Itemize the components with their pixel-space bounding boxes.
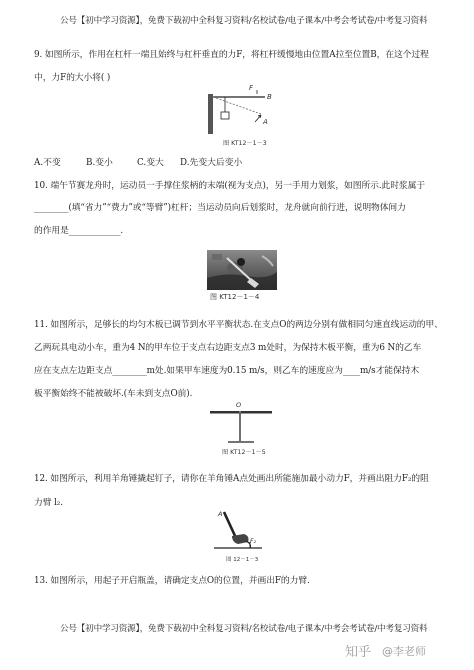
q12-line2: 力臂 l₂. [34, 498, 63, 508]
q11-line3: 应在支点左边距支点________m处.如果甲车速度为0.15 m/s，则乙车的速度应为____m/s才能保持木 [34, 366, 420, 376]
footer-banner: 公号【初中学习资源】，免费下载初中全科复习资料/名校试卷/电子课本/中考会考试卷/中考复习资料 [60, 624, 428, 634]
q10-line3: 的作用是____________. [34, 226, 124, 236]
q9-option-c: C.变大 [137, 158, 164, 168]
q13-line1: 13. 如图所示，用起子开启瓶盖，请确定支点O的位置，并画出F的力臂. [34, 576, 310, 586]
pivot-point [239, 411, 241, 413]
q9-line2: 中，力F的大小将( ) [34, 73, 111, 83]
q11-label-o: O [236, 401, 242, 409]
q11-line4: 板平衡始终不能被破坏.(车未到支点O前). [34, 389, 193, 399]
lever-position-a [213, 97, 261, 114]
q9-option-b: B.变小 [86, 158, 113, 168]
q10-line2: ________(填“省力”“费力”或“等臂”)杠杆；当运动员向后划浆时，龙舟就向前行进，说明物体间力 [34, 203, 406, 213]
q12-figure-caption: 图 12－1－3 [226, 557, 259, 563]
q9-label-b: B [267, 93, 272, 101]
header-banner: 公号【初中学习资源】，免费下载初中全科复习资料/名校试卷/电子课本/中考会考试卷/中考复习资料 [60, 16, 428, 26]
q9-figure-caption: 图 KT12－1－3 [223, 140, 267, 147]
zhihu-watermark-logo: 知乎 [345, 645, 372, 660]
wall [208, 94, 213, 134]
q9-label-f: F [249, 84, 254, 92]
q11-line2: 乙两玩具电动小车，重为4 N的甲车位于支点右边距支点3 m处时，为保持木板平衡，重为6 N的乙车 [34, 343, 422, 353]
force-arrow-a [255, 115, 261, 122]
q10-dragon-boat-photo [207, 250, 277, 290]
hammer-handle [224, 512, 236, 538]
hanging-weight [221, 112, 229, 119]
q12-label-f2: F₂ [250, 538, 256, 545]
q9-option-d: D.先变大后变小 [180, 158, 243, 168]
q11-figure-caption: 图 KT12－1－5 [222, 449, 266, 456]
q9-lever-figure [205, 92, 275, 136]
zhihu-watermark-user: @李老师 [382, 645, 426, 658]
q9-line1: 9. 如图所示，作用在杠杆一端且始终与杠杆垂直的力F，将杠杆缓慢地由位置A拉至位置B，在这个过程 [34, 50, 429, 60]
q9-label-a: A [263, 118, 268, 126]
q11-line1: 11. 如图所示，足够长的均匀木板已调节到水平平衡状态.在支点O的两边分别有做相同匀速直线运动的甲、 [34, 320, 443, 330]
q9-option-a: A.不变 [34, 158, 61, 168]
q11-balance-board-figure [208, 405, 274, 445]
q10-line1: 10. 端午节赛龙舟时，运动员一手撑住浆柄的末端(视为支点)，另一手用力划浆，如图所示.此时浆属于 [34, 181, 426, 191]
q12-line1: 12. 如图所示，利用羊角锤撬起钉子，请你在羊角锤A点处画出所能施加最小动力F，并画出阻力F₂的阻 [34, 474, 429, 484]
q10-figure-caption: 图 KT12－1－4 [210, 293, 260, 301]
q12-label-a: A [218, 510, 223, 518]
